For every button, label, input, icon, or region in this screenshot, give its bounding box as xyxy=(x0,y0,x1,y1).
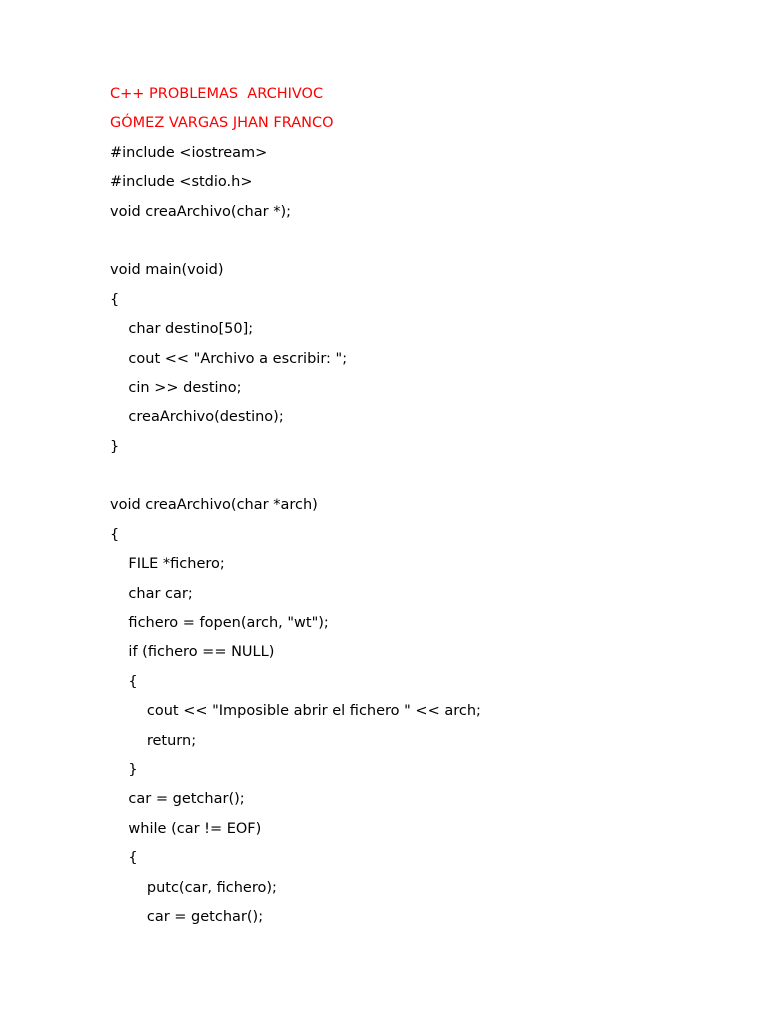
code-line: car = getchar(); xyxy=(110,791,245,808)
code-line: { xyxy=(110,526,120,543)
code-line: cin >> destino; xyxy=(110,379,242,396)
code-line: void main(void) xyxy=(110,262,224,279)
code-line: FILE *fichero; xyxy=(110,556,225,573)
code-line: { xyxy=(110,673,138,690)
code-line: cout << "Imposible abrir el fichero " << arch; xyxy=(110,703,481,720)
code-line: } xyxy=(110,761,138,778)
code-line-blank xyxy=(110,462,730,491)
code-line: putc(car, fichero); xyxy=(110,879,277,896)
code-line: } xyxy=(110,438,120,455)
code-line: char car; xyxy=(110,585,193,602)
code-line: #include <stdio.h> xyxy=(110,174,253,191)
code-line: { xyxy=(110,291,120,308)
code-line: if (fichero == NULL) xyxy=(110,644,275,661)
code-line: while (car != EOF) xyxy=(110,820,262,837)
code-line: creaArchivo(destino); xyxy=(110,409,284,426)
code-line: void creaArchivo(char *); xyxy=(110,203,291,220)
code-line: #include <iostream> xyxy=(110,144,268,161)
code-line-blank xyxy=(110,227,730,256)
document-author: GÓMEZ VARGAS JHAN FRANCO xyxy=(110,115,334,132)
code-line: car = getchar(); xyxy=(110,908,264,925)
code-block xyxy=(110,139,730,933)
code-line: char destino[50]; xyxy=(110,321,254,338)
code-line: { xyxy=(110,850,138,867)
document-page xyxy=(110,80,730,932)
document-title: C++ PROBLEMAS ARCHIVOC xyxy=(110,86,324,102)
code-line: fichero = fopen(arch, "wt"); xyxy=(110,615,329,632)
code-line: cout << "Archivo a escribir: "; xyxy=(110,350,348,367)
code-line: void creaArchivo(char *arch) xyxy=(110,497,318,514)
code-line: return; xyxy=(110,732,197,749)
